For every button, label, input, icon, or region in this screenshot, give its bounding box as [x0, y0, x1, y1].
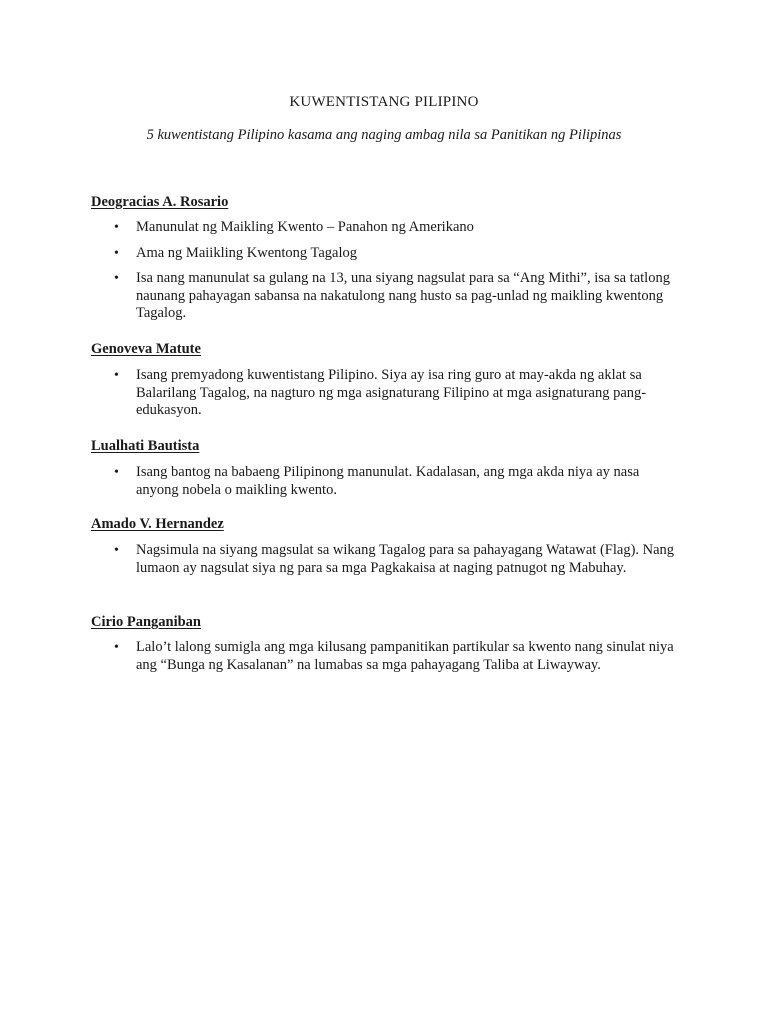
document-title: KUWENTISTANG PILIPINO [289, 94, 479, 110]
section-heading-matute: Genoveva Matute [91, 341, 201, 357]
list-item [91, 219, 681, 237]
bullet-icon: • [114, 543, 119, 558]
document-subtitle: 5 kuwentistang Pilipino kasama ang naging ambag nila sa Panitikan ng Pilipinas [146, 127, 622, 143]
section-heading-hernandez: Amado V. Hernandez [91, 516, 224, 532]
bullet-list-bautista [91, 464, 681, 499]
list-item [91, 639, 681, 674]
section-heading-panganiban: Cirio Panganiban [91, 614, 201, 630]
list-item [91, 542, 681, 577]
section-heading-rosario: Deogracias A. Rosario [91, 194, 229, 210]
bullet-icon: • [114, 245, 119, 261]
bullet-list-panganiban [91, 639, 681, 674]
list-item-text: Nagsimula na siyang magsulat sa wikang Tagalog para sa pahayagang Watawat (Flag). Nang lumaon ay nagsulat siya ng para sa mga Pagkakaisa at naging patnugot ng Mabuhay. [136, 542, 675, 576]
list-item-text: Isang premyadong kuwentistang Pilipino. Siya ay isa ring guro at may-akda ng aklat sa Balarilang Tagalog, na nagturo ng mga asignaturang Filipino at mga asignaturang pang-edukasyon. [136, 367, 647, 418]
list-item [91, 367, 681, 420]
bullet-icon: • [114, 220, 119, 235]
list-item [91, 270, 681, 323]
list-item-text: Manunulat ng Maikling Kwento – Panahon ng Amerikano [136, 219, 474, 235]
list-item-text: Isang bantog na babaeng Pilipinong manunulat. Kadalasan, ang mga akda niya ay nasa anyong nobela o maikling kwento. [136, 464, 640, 498]
list-item-text: Lalo’t lalong sumigla ang mga kilusang pampanitikan partikular sa kwento nang sinulat niya ang “Bunga ng Kasalanan” na lumabas sa mga pahayagang Taliba at Liwayway. [136, 639, 674, 673]
bullet-list-hernandez [91, 542, 681, 577]
list-item-text: Ama ng Maiikling Kwentong Tagalog [136, 244, 358, 261]
bullet-icon: • [114, 465, 119, 480]
section-heading-bautista: Lualhati Bautista [91, 438, 200, 454]
bullet-icon: • [114, 640, 119, 655]
bullet-icon: • [114, 271, 119, 286]
bullet-icon: • [114, 368, 119, 383]
list-item-text: Isa nang manunulat sa gulang na 13, una siyang nagsulat para sa “Ang Mithi”, isa sa tatlong naunang pahayagan sabansa na nakatulong nang husto sa pag-unlad ng maikling kwentong Tagalog. [136, 270, 670, 321]
bullet-list-matute [91, 367, 681, 420]
list-item [91, 464, 681, 499]
list-item [91, 245, 681, 263]
bullet-list-rosario [91, 219, 681, 323]
